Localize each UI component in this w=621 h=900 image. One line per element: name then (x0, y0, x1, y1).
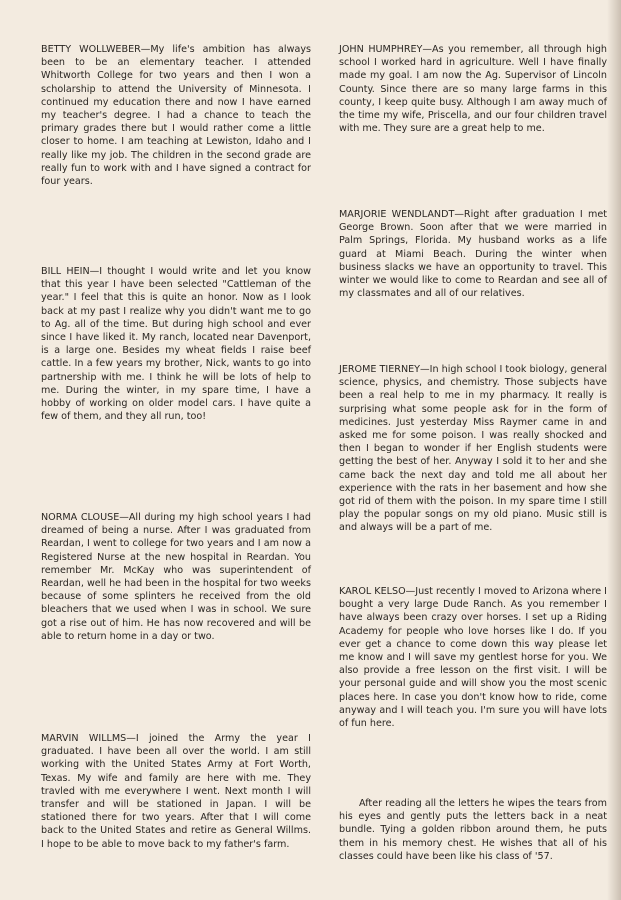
letter-betty-wollweber: BETTY WOLLWEBER—My life's ambition has always been to be an elementary teacher. I attended Whitworth College for two years and then I won a scholarship to attend the University of Minnesota. I continued my education there and now I have earned my teacher's degree. I had a chance to teach the primary grades there but I would rather come a little closer to home. I am teaching at Lewiston, Idaho and I really like my job. The children in the second grade are really fun to work with and I have signed a contract for four years. (41, 44, 311, 188)
letter-john-humphrey: JOHN HUMPHREY—As you remember, all through high school I worked hard in agriculture. Well I have finally made my goal. I am now the Ag. Supervisor of Lincoln County. Since there are so many large farms in this county, I keep quite busy. Although I am away much of the time my wife, Priscella, and our four children travel with me. They sure are a great help to me. (339, 44, 607, 135)
closing-paragraph: After reading all the letters he wipes the tears from his eyes and gently puts the letters back in a neat bundle. Tying a golden ribbon around them, he puts them in his memory chest. He wishes that all of his classes could have been like his class of '57. (339, 798, 607, 862)
page-edge-shadow (607, 0, 621, 900)
letter-karol-kelso: KAROL KELSO—Just recently I moved to Arizona where I bought a very large Dude Ranch. As you remember I have always been crazy over horses. I set up a Riding Academy for people who love horses like I do. If you ever get a chance to come down this way please let me know and I will save my gentlest horse for you. We also provide a free lesson on the first visit. I will be your personal guide and will show you the most scenic places here. In case you don't know how to ride, come anyway and I will teach you. I'm sure you will have lots of fun here. (339, 586, 607, 730)
letter-marvin-willms: MARVIN WILLMS—I joined the Army the year I graduated. I have been all over the world. I am still working with the United States Army at Fort Worth, Texas. My wife and family are here with me. They travled with me everywhere I went. Next month I will transfer and will be stationed in Japan. I will be stationed there for two years. After that I will come back to the United States and retire as General Willms. I hope to be able to move back to my father's farm. (41, 733, 311, 850)
letter-bill-hein: BILL HEIN—I thought I would write and let you know that this year I have been selected "Cattleman of the year." I feel that this is quite an honor. Now as I look back at my past I realize why you didn't want me to go to Ag. all of the time. But during high school and ever since I have liked it. My ranch, located near Davenport, is a large one. Besides my wheat fields I raise beef cattle. In a few years my brother, Nick, wants to go into partnership with me. I think he will be lots of help to me. During the winter, in my spare time, I have a hobby of working on older model cars. I have quite a few of them, and they all run, too! (41, 266, 311, 423)
letter-marjorie-wendlandt: MARJORIE WENDLANDT—Right after graduation I met George Brown. Soon after that we were married in Palm Springs, Florida. My husband works as a life guard at Miami Beach. During the winter when business slacks we have an opportunity to travel. This winter we would like to come to Reardan and see all of my classmates and all of our relatives. (339, 209, 607, 300)
letter-jerome-tierney: JEROME TIERNEY—In high school I took biology, general science, physics, and chemistry. Those subjects have been a real help to me in my pharmacy. It really is surprising what some people ask for in the form of medicines. Just yesterday Miss Raymer came in and asked me for some poison. I was really shocked and then I began to wonder if her English students were getting the best of her. Anyway I sold it to her and she came back the next day and told me all about her experience with the rats in her basement and how she got rid of them with the poison. In my spare time I still play the popular songs on my old piano. Music still is and always will be a part of me. (339, 364, 607, 534)
letter-norma-clouse: NORMA CLOUSE—All during my high school years I had dreamed of being a nurse. After I was graduated from Reardan, I went to college for two years and I am now a Registered Nurse at the new hospital in Reardan. You remember Mr. McKay who was superintendent of Reardan, well he had been in the hospital for two weeks because of some splinters he received from the old bleachers that we used when I was in school. We sure got a rise out of him. He has now recovered and will be able to return home in a day or two. (41, 512, 311, 642)
